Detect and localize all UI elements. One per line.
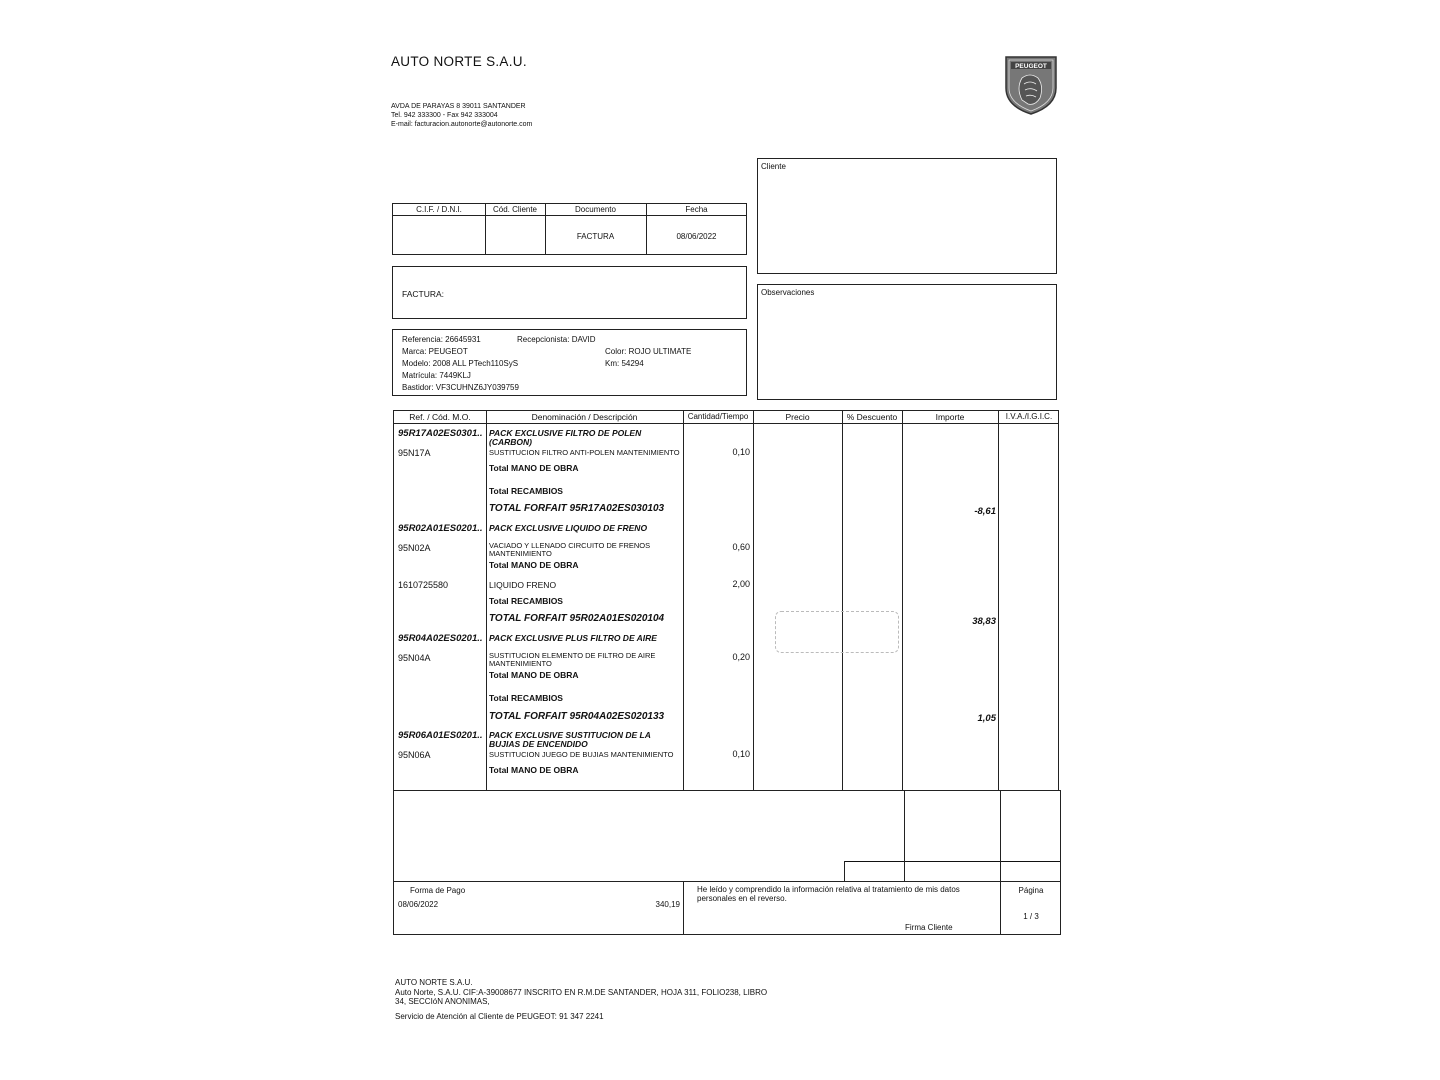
- col-iva: I.V.A./I.G.I.C.: [1005, 412, 1053, 421]
- line-desc: SUSTITUCION ELEMENTO DE FILTRO DE AIRE MANTENIMIENTO: [489, 651, 656, 668]
- line-importe: 38,83: [972, 616, 996, 627]
- line-desc: Total RECAMBIOS: [489, 596, 563, 606]
- vehicle-box: [392, 329, 747, 396]
- line-ref: 95N04A: [398, 653, 431, 663]
- vehicle-marca: Marca: PEUGEOT: [402, 347, 468, 356]
- col-desc: Denominación / Descripción: [531, 412, 638, 422]
- line-desc: VACIADO Y LLENADO CIRCUITO DE FRENOS MANTENIMIENTO: [489, 541, 651, 558]
- col-ref: Ref. / Cód. M.O.: [409, 412, 471, 422]
- line-ref: 1610725580: [398, 580, 449, 590]
- line-desc: SUSTITUCION JUEGO DE BUJIAS MANTENIMIENTO: [489, 750, 674, 759]
- line-ref: 95R04A02ES0201..: [398, 633, 483, 644]
- logo-text: PEUGEOT: [1015, 63, 1047, 70]
- privacy-notice: He leído y comprendido la información relativa al tratamiento de mis datos personales en el reverso.: [697, 885, 960, 903]
- line-desc: LIQUIDO FRENO: [489, 580, 557, 590]
- factura-box: [392, 266, 747, 319]
- documento-value: FACTURA: [576, 232, 615, 241]
- line-desc: Total MANO DE OBRA: [489, 560, 579, 570]
- col-cod-cliente: Cód. Cliente: [492, 205, 538, 214]
- line-desc: Total RECAMBIOS: [489, 693, 563, 703]
- line-qty: 0,20: [732, 652, 750, 662]
- line-desc: Total RECAMBIOS: [489, 486, 563, 496]
- line-desc: PACK EXCLUSIVE PLUS FILTRO DE AIRE: [489, 633, 657, 643]
- invoice-lines-table: [393, 410, 1059, 791]
- faded-stamp: [775, 611, 899, 653]
- line-desc: Total MANO DE OBRA: [489, 765, 579, 775]
- line-desc: Total MANO DE OBRA: [489, 463, 579, 473]
- vehicle-modelo: Modelo: 2008 ALL PTech110SyS: [402, 359, 519, 368]
- fecha-value: 08/06/2022: [676, 232, 717, 241]
- company-name: AUTO NORTE S.A.U.: [391, 54, 527, 69]
- vehicle-referencia: Referencia: 26645931: [402, 335, 481, 344]
- payment-box: [393, 881, 1061, 935]
- line-qty: 2,00: [732, 579, 750, 589]
- vehicle-matricula: Matrícula: 7449KLJ: [402, 371, 471, 380]
- factura-label: FACTURA:: [402, 289, 445, 299]
- line-ref: 95N02A: [398, 543, 431, 553]
- line-ref: 95R17A02ES0301..: [398, 428, 483, 439]
- line-desc: PACK EXCLUSIVE SUSTITUCION DE LA BUJIAS DE ENCENDIDO: [489, 730, 651, 749]
- line-qty: 0,10: [732, 749, 750, 759]
- col-qty: Cantidad/Tiempo: [687, 412, 749, 421]
- payment-date: 08/06/2022: [398, 900, 439, 909]
- col-importe: Importe: [935, 412, 965, 422]
- line-desc: SUSTITUCION FILTRO ANTI-POLEN MANTENIMIENTO: [489, 448, 680, 457]
- peugeot-logo: [1002, 54, 1060, 116]
- line-desc: Total MANO DE OBRA: [489, 670, 579, 680]
- page-number: 1 / 3: [1023, 912, 1039, 921]
- col-cif: C.I.F. / D.N.I.: [416, 205, 462, 214]
- vehicle-bastidor: Bastidor: VF3CUHNZ6JY039759: [402, 383, 519, 392]
- forma-pago-label: Forma de Pago: [410, 886, 466, 895]
- line-desc: TOTAL FORFAIT 95R17A02ES030103: [489, 503, 665, 514]
- observaciones-label: Observaciones: [761, 288, 815, 297]
- pagina-label: Página: [1018, 886, 1044, 895]
- line-ref: 95R02A01ES0201..: [398, 523, 483, 534]
- line-desc: TOTAL FORFAIT 95R02A01ES020104: [489, 613, 665, 624]
- line-qty: 0,60: [732, 542, 750, 552]
- line-ref: 95N17A: [398, 448, 431, 458]
- col-fecha: Fecha: [685, 205, 708, 214]
- vehicle-color: Color: ROJO ULTIMATE: [605, 347, 692, 356]
- cliente-label: Cliente: [761, 162, 786, 171]
- col-precio: Precio: [785, 412, 810, 422]
- firma-cliente-label: Firma Cliente: [905, 923, 953, 932]
- footer-registry: Auto Norte, S.A.U. CIF:A-39008677 INSCRITO EN R.M.DE SANTANDER, HOJA 311, FOLIO238, LIBRO: [395, 988, 768, 997]
- line-desc: PACK EXCLUSIVE FILTRO DE POLEN (CARBON): [489, 428, 642, 447]
- document-info-table: [392, 203, 747, 255]
- company-phone: Tel. 942 333300 - Fax 942 333004: [391, 112, 498, 119]
- line-ref: 95R06A01ES0201..: [398, 730, 483, 741]
- totals-box: [393, 790, 1061, 882]
- vehicle-km: Km: 54294: [605, 359, 644, 368]
- line-desc: PACK EXCLUSIVE LIQUIDO DE FRENO: [489, 523, 648, 533]
- vehicle-recepcionista: Recepcionista: DAVID: [517, 335, 596, 344]
- col-descuento: % Descuento: [846, 412, 898, 422]
- line-qty: 0,10: [732, 447, 750, 457]
- payment-amount: 340,19: [655, 900, 680, 909]
- line-importe: 1,05: [977, 713, 996, 724]
- line-desc: TOTAL FORFAIT 95R04A02ES020133: [489, 711, 665, 722]
- line-importe: -8,61: [974, 506, 996, 517]
- cliente-box: [757, 158, 1057, 274]
- company-email: E-mail: facturacion.autonorte@autonorte.com: [391, 121, 533, 128]
- footer-customer-service: Servicio de Atención al Cliente de PEUGEOT: 91 347 2241: [395, 1012, 604, 1021]
- col-documento: Documento: [575, 205, 616, 214]
- company-address: AVDA DE PARAYAS 8 39011 SANTANDER: [391, 103, 526, 110]
- footer-registry-cont: 34, SECCIóN ANONIMAS,: [395, 997, 490, 1006]
- line-ref: 95N06A: [398, 750, 431, 760]
- footer-company: AUTO NORTE S.A.U.: [395, 978, 473, 987]
- observaciones-box: [757, 284, 1057, 400]
